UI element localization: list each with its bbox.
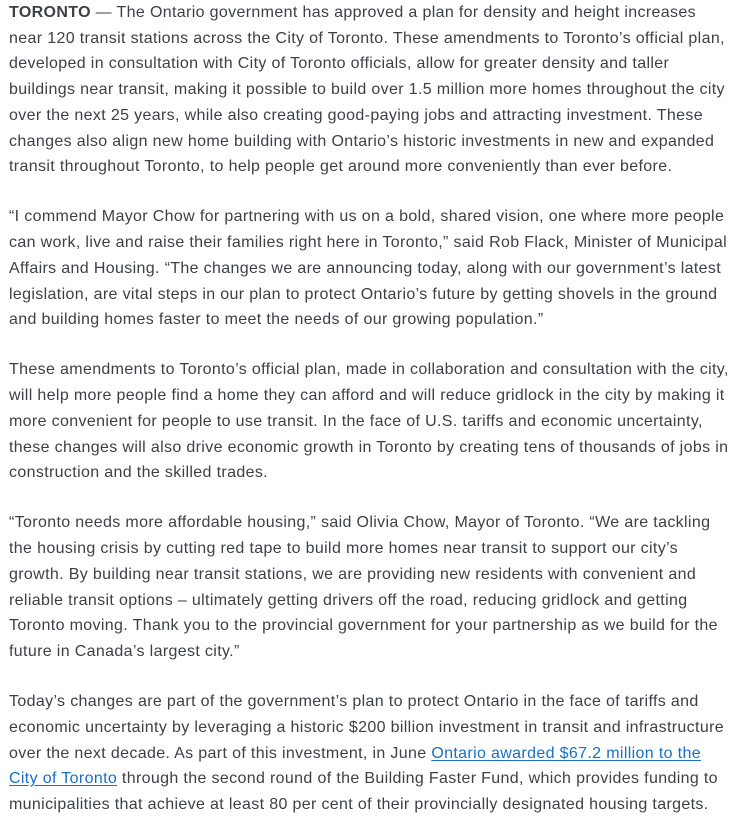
- paragraph-text: These amendments to Toronto’s official plan, made in collaboration and consultation with the city, will help more people find a home they can afford and will reduce gridlock in the city by making it more convenient for people to use transit. In the face of U.S. tariffs and economic uncertainty, these changes will also drive economic growth in Toronto by creating tens of thousands of jobs in construction and the skilled trades.: [9, 361, 729, 482]
- paragraph: [9, 204, 731, 333]
- paragraph-text: “Toronto needs more affordable housing,” said Olivia Chow, Mayor of Toronto. “We are tackling the housing crisis by cutting red tape to build more homes near transit to support our city’s growth. By building near transit stations, we are providing new residents with convenient and reliable transit options – ultimately getting drivers off the road, reducing gridlock and getting Toronto moving. Thank you to the provincial government for your partnership as we build for the future in Canada’s largest city.”: [9, 514, 718, 660]
- paragraph-text: Today’s changes are part of the government’s plan to protect Ontario in the face of tariffs and economic uncertainty by leveraging a historic $200 billion investment in transit and infrastructure over the next decade. As part of this investment, in June: [9, 693, 725, 762]
- paragraph: [9, 357, 731, 486]
- paragraph-text: — The Ontario government has approved a plan for density and height increases near 120 transit stations across the City of Toronto. These amendments to Toronto’s official plan, developed in consultation with City of Toronto officials, allow for greater density and taller buildings near transit, making it possible to build over 1.5 million more homes throughout the city over the next 25 years, while also creating good-paying jobs and attracting investment. These changes also align new home building with Ontario’s historic investments in new and expanded transit throughout Toronto, to help people get around more conveniently than ever before.: [9, 4, 725, 176]
- paragraph: [9, 510, 731, 664]
- dateline: TORONTO: [9, 4, 91, 21]
- paragraph-text: through the second round of the Building Faster Fund, which provides funding to municipalities that achieve at least 80 per cent of their provincially designated housing targets.: [9, 770, 718, 813]
- paragraph-text: “I commend Mayor Chow for partnering with us on a bold, shared vision, one where more people can work, live and raise their families right here in Toronto,” said Rob Flack, Minister of Municipal Affairs and Housing. “The changes we are announcing today, along with our government’s latest legislation, are vital steps in our plan to protect Ontario’s future by getting shovels in the ground and building homes faster to meet the needs of our growing population.”: [9, 208, 728, 329]
- paragraph: [9, 0, 731, 180]
- paragraph: [9, 689, 731, 818]
- link-ontario-awarded-67-2-million[interactable]: Ontario awarded $67.2 million to the City of Toronto: [9, 744, 701, 788]
